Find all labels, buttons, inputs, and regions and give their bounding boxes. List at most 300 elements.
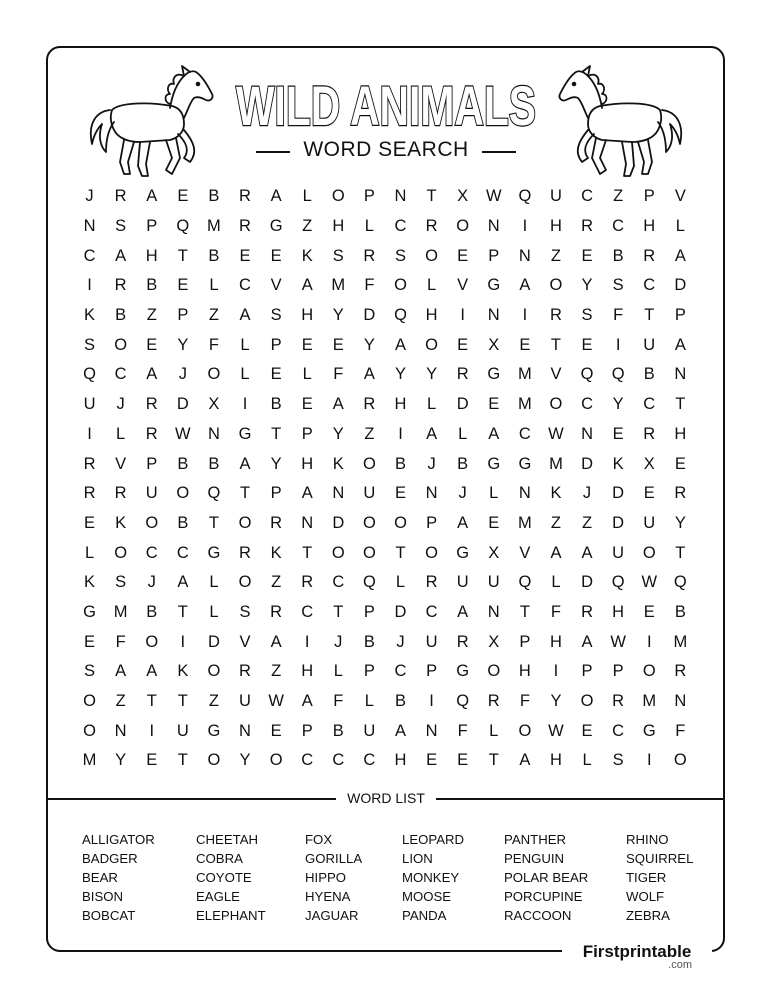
grid-letter: N bbox=[425, 721, 438, 740]
grid-letter: R bbox=[114, 484, 127, 503]
grid-letter: V bbox=[270, 276, 282, 295]
grid-letter: O bbox=[331, 187, 345, 206]
grid-letter: F bbox=[519, 692, 530, 711]
grid-letter: W bbox=[485, 187, 502, 206]
grid-letter: O bbox=[518, 721, 532, 740]
grid-letter: B bbox=[332, 721, 344, 740]
grid-letter: C bbox=[612, 217, 625, 236]
grid-letter: E bbox=[581, 721, 593, 740]
grid-letter: B bbox=[115, 306, 127, 325]
grid-letter: C bbox=[643, 395, 656, 414]
grid-letter: O bbox=[145, 513, 159, 532]
grid-letter: O bbox=[425, 335, 438, 354]
word-list-item: RACCOON bbox=[504, 908, 572, 923]
grid-letter: R bbox=[581, 602, 593, 621]
grid-letter: M bbox=[642, 692, 657, 711]
grid-letter: A bbox=[301, 276, 313, 295]
grid-letter: T bbox=[550, 335, 561, 354]
grid-letter: I bbox=[87, 276, 92, 295]
grid-letter: L bbox=[209, 602, 219, 621]
brand-logo bbox=[562, 942, 712, 971]
grid-letter: W bbox=[548, 424, 564, 443]
grid-letter: A bbox=[457, 602, 469, 621]
grid-letter: T bbox=[644, 306, 655, 325]
grid-letter: B bbox=[674, 602, 686, 621]
grid-letter: S bbox=[270, 306, 282, 325]
grid-letter: X bbox=[208, 395, 220, 414]
grid-letter: P bbox=[146, 217, 158, 236]
grid-letter: Q bbox=[518, 573, 532, 592]
grid-letter: T bbox=[177, 751, 188, 770]
grid-letter: R bbox=[549, 306, 562, 325]
grid-letter: R bbox=[145, 424, 158, 443]
grid-letter: R bbox=[239, 217, 251, 236]
grid-letter: T bbox=[675, 395, 686, 414]
grid-letter: D bbox=[581, 573, 593, 592]
word-list-item: TIGER bbox=[626, 870, 667, 885]
grid-letter: L bbox=[426, 395, 437, 414]
grid-letter: A bbox=[146, 662, 158, 681]
word-list-item: ELEPHANT bbox=[196, 908, 266, 923]
grid-letter: E bbox=[270, 246, 282, 265]
grid-letter: U bbox=[487, 573, 500, 592]
grid-letter: P bbox=[301, 424, 313, 443]
grid-letter: L bbox=[302, 187, 312, 206]
grid-letter: P bbox=[363, 662, 375, 681]
grid-letter: S bbox=[581, 306, 593, 325]
grid-letter: C bbox=[394, 662, 407, 681]
grid-letter: Q bbox=[673, 573, 687, 592]
grid-letter: E bbox=[270, 721, 282, 740]
grid-letter: N bbox=[487, 306, 500, 325]
grid-letter: R bbox=[239, 187, 251, 206]
grid-letter: A bbox=[301, 692, 313, 711]
grid-letter: I bbox=[242, 395, 248, 414]
word-list-column bbox=[626, 830, 693, 925]
grid-letter: O bbox=[176, 484, 190, 503]
grid-letter: N bbox=[581, 424, 593, 443]
grid-letter: U bbox=[363, 484, 376, 503]
grid-letter: Q bbox=[207, 484, 221, 503]
grid-letter: J bbox=[458, 484, 467, 503]
grid-letter: A bbox=[146, 187, 158, 206]
grid-letter: G bbox=[83, 602, 96, 621]
grid-letter: Y bbox=[363, 335, 375, 354]
word-list-item: BISON bbox=[82, 889, 124, 904]
grid-letter: C bbox=[332, 573, 345, 592]
grid-letter: L bbox=[395, 573, 406, 592]
word-list-item: WOLF bbox=[626, 889, 665, 904]
grid-letter: Q bbox=[611, 365, 625, 384]
grid-letter: N bbox=[674, 365, 687, 384]
grid-letter: E bbox=[457, 751, 469, 770]
grid-letter: P bbox=[301, 721, 313, 740]
grid-letter: E bbox=[177, 187, 189, 206]
grid-letter: V bbox=[550, 365, 562, 384]
grid-letter: N bbox=[239, 721, 251, 740]
grid-letter: L bbox=[364, 692, 374, 711]
grid-letter: M bbox=[207, 217, 221, 236]
brand-name: Firstprintable bbox=[582, 942, 692, 961]
grid-letter: K bbox=[612, 454, 624, 473]
grid-letter: C bbox=[425, 602, 438, 621]
grid-letter: Q bbox=[456, 692, 470, 711]
grid-letter: F bbox=[613, 306, 624, 325]
grid-letter: R bbox=[301, 573, 314, 592]
grid-letter: O bbox=[331, 543, 345, 562]
grid-letter: L bbox=[582, 751, 592, 770]
grid-letter: D bbox=[332, 513, 345, 532]
grid-letter: J bbox=[147, 573, 156, 592]
grid-letter: R bbox=[239, 662, 251, 681]
grid-letter: A bbox=[550, 543, 562, 562]
grid-letter: R bbox=[270, 513, 283, 532]
grid-letter: O bbox=[207, 751, 221, 770]
grid-letter: I bbox=[87, 424, 92, 443]
grid-letter: C bbox=[145, 543, 158, 562]
grid-letter: V bbox=[239, 632, 251, 651]
grid-letter: O bbox=[145, 632, 159, 651]
word-list-item: HYENA bbox=[305, 889, 351, 904]
grid-letter: A bbox=[674, 246, 686, 265]
subtitle-rule-left bbox=[256, 151, 290, 153]
grid-letter: C bbox=[114, 365, 127, 384]
grid-letter: L bbox=[458, 424, 468, 443]
grid-letter: R bbox=[612, 692, 625, 711]
grid-letter: H bbox=[145, 246, 158, 265]
word-list-item: EAGLE bbox=[196, 889, 240, 904]
grid-letter: N bbox=[487, 602, 500, 621]
grid-letter: A bbox=[146, 365, 158, 384]
grid-letter: S bbox=[115, 573, 127, 592]
grid-letter: R bbox=[643, 424, 656, 443]
grid-letter: Z bbox=[146, 306, 157, 325]
word-list-item: GORILLA bbox=[305, 851, 363, 866]
grid-letter: X bbox=[488, 543, 500, 562]
grid-letter: A bbox=[177, 573, 189, 592]
grid-letter: N bbox=[332, 484, 345, 503]
grid-letter: R bbox=[239, 543, 251, 562]
grid-letter: F bbox=[333, 365, 344, 384]
grid-letter: T bbox=[488, 751, 499, 770]
grid-letter: C bbox=[581, 187, 593, 206]
grid-letter: L bbox=[302, 365, 312, 384]
grid-letter: A bbox=[674, 335, 686, 354]
grid-letter: E bbox=[270, 365, 282, 384]
grid-letter: L bbox=[489, 484, 499, 503]
grid-letter: O bbox=[549, 276, 563, 295]
word-list-item: LION bbox=[402, 851, 433, 866]
grid-letter: B bbox=[394, 454, 406, 473]
grid-letter: X bbox=[488, 632, 500, 651]
grid-letter: R bbox=[83, 454, 96, 473]
grid-letter: G bbox=[207, 721, 221, 740]
grid-letter: I bbox=[646, 632, 652, 651]
grid-letter: A bbox=[488, 424, 500, 443]
grid-letter: O bbox=[362, 543, 376, 562]
grid-letter: E bbox=[426, 751, 438, 770]
grid-letter: V bbox=[457, 276, 469, 295]
grid-letter: A bbox=[394, 335, 406, 354]
word-list-item: COBRA bbox=[196, 851, 243, 866]
grid-letter: S bbox=[239, 602, 251, 621]
grid-letter: B bbox=[363, 632, 375, 651]
grid-letter: V bbox=[674, 187, 686, 206]
word-list-divider-left bbox=[48, 798, 336, 800]
grid-letter: J bbox=[396, 632, 405, 651]
grid-letter: U bbox=[612, 543, 625, 562]
word-list-column bbox=[504, 830, 588, 925]
grid-letter: J bbox=[116, 395, 125, 414]
grid-letter: D bbox=[394, 602, 407, 621]
grid-letter: C bbox=[394, 217, 407, 236]
grid-letter: D bbox=[363, 306, 376, 325]
grid-letter: O bbox=[580, 692, 594, 711]
grid-letter: X bbox=[643, 454, 655, 473]
grid-letter: L bbox=[209, 573, 219, 592]
grid-letter: B bbox=[208, 187, 220, 206]
grid-letter: U bbox=[456, 573, 469, 592]
grid-letter: O bbox=[362, 454, 376, 473]
grid-letter: N bbox=[518, 246, 531, 265]
grid-letter: W bbox=[548, 721, 564, 740]
brand-tld: .com bbox=[668, 959, 692, 971]
grid-letter: K bbox=[550, 484, 562, 503]
grid-letter: E bbox=[488, 395, 500, 414]
grid-letter: J bbox=[334, 632, 343, 651]
grid-letter: L bbox=[333, 662, 343, 681]
grid-letter: F bbox=[675, 721, 686, 740]
grid-letter: R bbox=[363, 395, 376, 414]
subtitle bbox=[250, 138, 522, 162]
grid-letter: Y bbox=[581, 276, 593, 295]
grid-letter: Y bbox=[674, 513, 686, 532]
grid-letter: P bbox=[363, 187, 375, 206]
grid-letter: P bbox=[426, 513, 438, 532]
grid-letter: F bbox=[550, 602, 561, 621]
grid-letter: U bbox=[643, 513, 656, 532]
grid-letter: U bbox=[425, 632, 438, 651]
grid-letter: F bbox=[457, 721, 468, 740]
grid-letter: C bbox=[581, 395, 593, 414]
grid-letter: Z bbox=[582, 513, 593, 532]
word-list-item: ZEBRA bbox=[626, 908, 670, 923]
grid-letter: A bbox=[363, 365, 375, 384]
grid-letter: O bbox=[83, 721, 96, 740]
grid-letter: S bbox=[84, 335, 96, 354]
grid-letter: A bbox=[115, 246, 127, 265]
grid-letter: U bbox=[239, 692, 251, 711]
grid-letter: E bbox=[301, 395, 313, 414]
word-list-item: SQUIRREL bbox=[626, 851, 694, 866]
grid-letter: K bbox=[177, 662, 189, 681]
grid-letter: D bbox=[456, 395, 469, 414]
grid-letter: K bbox=[84, 306, 96, 325]
grid-letter: T bbox=[426, 187, 437, 206]
grid-letter: E bbox=[612, 424, 624, 443]
grid-letter: A bbox=[270, 187, 282, 206]
grid-letter: B bbox=[270, 395, 282, 414]
grid-letter: D bbox=[674, 276, 687, 295]
grid-letter: U bbox=[549, 187, 562, 206]
grid-letter: O bbox=[425, 543, 438, 562]
grid-letter: T bbox=[177, 602, 188, 621]
grid-letter: I bbox=[149, 721, 155, 740]
grid-letter: O bbox=[487, 662, 501, 681]
grid-letter: K bbox=[270, 543, 282, 562]
grid-letter: Y bbox=[612, 395, 624, 414]
grid-letter: C bbox=[518, 424, 531, 443]
grid-letter: T bbox=[271, 424, 282, 443]
grid-letter: E bbox=[457, 246, 469, 265]
grid-letter: T bbox=[239, 484, 251, 503]
grid-letter: R bbox=[145, 395, 158, 414]
word-list-title: WORD LIST bbox=[336, 790, 436, 806]
grid-letter: N bbox=[207, 424, 220, 443]
grid-letter: U bbox=[176, 721, 189, 740]
grid-letter: O bbox=[114, 543, 128, 562]
grid-letter: H bbox=[394, 751, 407, 770]
grid-letter: E bbox=[84, 632, 96, 651]
grid-letter: I bbox=[180, 632, 186, 651]
grid-letter: A bbox=[332, 395, 344, 414]
grid-letter: K bbox=[84, 573, 96, 592]
grid-letter: Z bbox=[271, 662, 282, 681]
grid-letter: T bbox=[177, 246, 188, 265]
grid-letter: E bbox=[146, 751, 158, 770]
grid-letter: R bbox=[674, 484, 687, 503]
grid-letter: H bbox=[301, 306, 314, 325]
grid-letter: E bbox=[332, 335, 344, 354]
grid-letter: E bbox=[394, 484, 406, 503]
grid-letter: L bbox=[489, 721, 499, 740]
grid-letter: F bbox=[115, 632, 126, 651]
grid-letter: O bbox=[83, 692, 96, 711]
word-list-item: LEOPARD bbox=[402, 832, 465, 847]
grid-letter: Y bbox=[426, 365, 438, 384]
grid-letter: Z bbox=[271, 573, 282, 592]
grid-letter: Z bbox=[550, 513, 561, 532]
grid-letter: I bbox=[460, 306, 465, 325]
word-list-item: COYOTE bbox=[196, 870, 252, 885]
page-title bbox=[230, 72, 542, 137]
grid-letter: K bbox=[301, 246, 313, 265]
grid-letter: W bbox=[641, 573, 658, 592]
grid-letter: M bbox=[517, 513, 532, 532]
word-list-item: FOX bbox=[305, 832, 333, 847]
grid-letter: M bbox=[673, 632, 688, 651]
grid-letter: Z bbox=[208, 306, 219, 325]
grid-letter: R bbox=[114, 276, 127, 295]
grid-letter: C bbox=[176, 543, 189, 562]
word-list-column bbox=[402, 830, 464, 925]
grid-letter: R bbox=[581, 217, 593, 236]
grid-letter: R bbox=[487, 692, 500, 711]
grid-letter: P bbox=[643, 187, 655, 206]
grid-letter: D bbox=[207, 632, 220, 651]
grid-letter: O bbox=[642, 543, 656, 562]
grid-letter: Q bbox=[580, 365, 594, 384]
grid-letter: H bbox=[518, 662, 531, 681]
grid-letter: M bbox=[331, 276, 346, 295]
grid-letter: O bbox=[362, 513, 376, 532]
word-list-item: PANDA bbox=[402, 908, 447, 923]
grid-letter: H bbox=[549, 217, 562, 236]
grid-letter: Y bbox=[270, 454, 282, 473]
grid-letter: N bbox=[394, 187, 407, 206]
grid-letter: R bbox=[643, 246, 656, 265]
word-list-divider-right bbox=[436, 798, 723, 800]
grid-letter: R bbox=[674, 662, 687, 681]
grid-letter: B bbox=[612, 246, 624, 265]
grid-letter: S bbox=[332, 246, 344, 265]
grid-letter: K bbox=[115, 513, 127, 532]
horse-icon bbox=[80, 58, 220, 183]
grid-letter: O bbox=[642, 662, 656, 681]
grid-letter: W bbox=[610, 632, 626, 651]
grid-letter: Z bbox=[302, 217, 313, 236]
grid-letter: G bbox=[642, 721, 656, 740]
grid-letter: P bbox=[519, 632, 531, 651]
grid-letter: J bbox=[85, 187, 94, 206]
grid-letter: E bbox=[674, 454, 686, 473]
grid-letter: A bbox=[239, 454, 251, 473]
word-list-item: RHINO bbox=[626, 832, 669, 847]
grid-letter: N bbox=[487, 217, 500, 236]
word-list-column bbox=[196, 830, 266, 925]
grid-letter: O bbox=[394, 276, 407, 295]
grid-letter: Q bbox=[611, 573, 625, 592]
letter-grid bbox=[74, 182, 696, 776]
grid-letter: U bbox=[83, 395, 96, 414]
grid-letter: A bbox=[239, 306, 251, 325]
grid-letter: R bbox=[270, 602, 283, 621]
grid-letter: N bbox=[674, 692, 687, 711]
grid-letter: E bbox=[301, 335, 313, 354]
grid-letter: C bbox=[301, 602, 314, 621]
grid-letter: X bbox=[488, 335, 500, 354]
grid-letter: C bbox=[239, 276, 251, 295]
word-list-item: PENGUIN bbox=[504, 851, 565, 866]
grid-letter: A bbox=[581, 543, 593, 562]
grid-letter: U bbox=[643, 335, 656, 354]
grid-letter: B bbox=[208, 454, 220, 473]
grid-letter: A bbox=[519, 751, 531, 770]
grid-letter: A bbox=[519, 276, 531, 295]
grid-letter: Y bbox=[115, 751, 127, 770]
grid-letter: H bbox=[549, 751, 562, 770]
grid-letter: O bbox=[425, 246, 438, 265]
grid-letter: B bbox=[146, 276, 158, 295]
grid-letter: B bbox=[457, 454, 469, 473]
grid-letter: W bbox=[175, 424, 191, 443]
word-list-item: CHEETAH bbox=[196, 832, 259, 847]
grid-letter: U bbox=[145, 484, 158, 503]
grid-letter: M bbox=[549, 454, 563, 473]
grid-letter: C bbox=[301, 751, 314, 770]
grid-letter: A bbox=[301, 484, 313, 503]
grid-letter: Q bbox=[394, 306, 407, 325]
grid-letter: O bbox=[456, 217, 470, 236]
grid-letter: R bbox=[425, 573, 438, 592]
grid-letter: F bbox=[333, 692, 344, 711]
grid-letter: A bbox=[394, 721, 406, 740]
grid-letter: L bbox=[240, 335, 250, 354]
grid-letter: C bbox=[612, 721, 625, 740]
grid-letter: U bbox=[363, 721, 376, 740]
word-list-item: MOOSE bbox=[402, 889, 452, 904]
grid-letter: I bbox=[522, 306, 528, 325]
